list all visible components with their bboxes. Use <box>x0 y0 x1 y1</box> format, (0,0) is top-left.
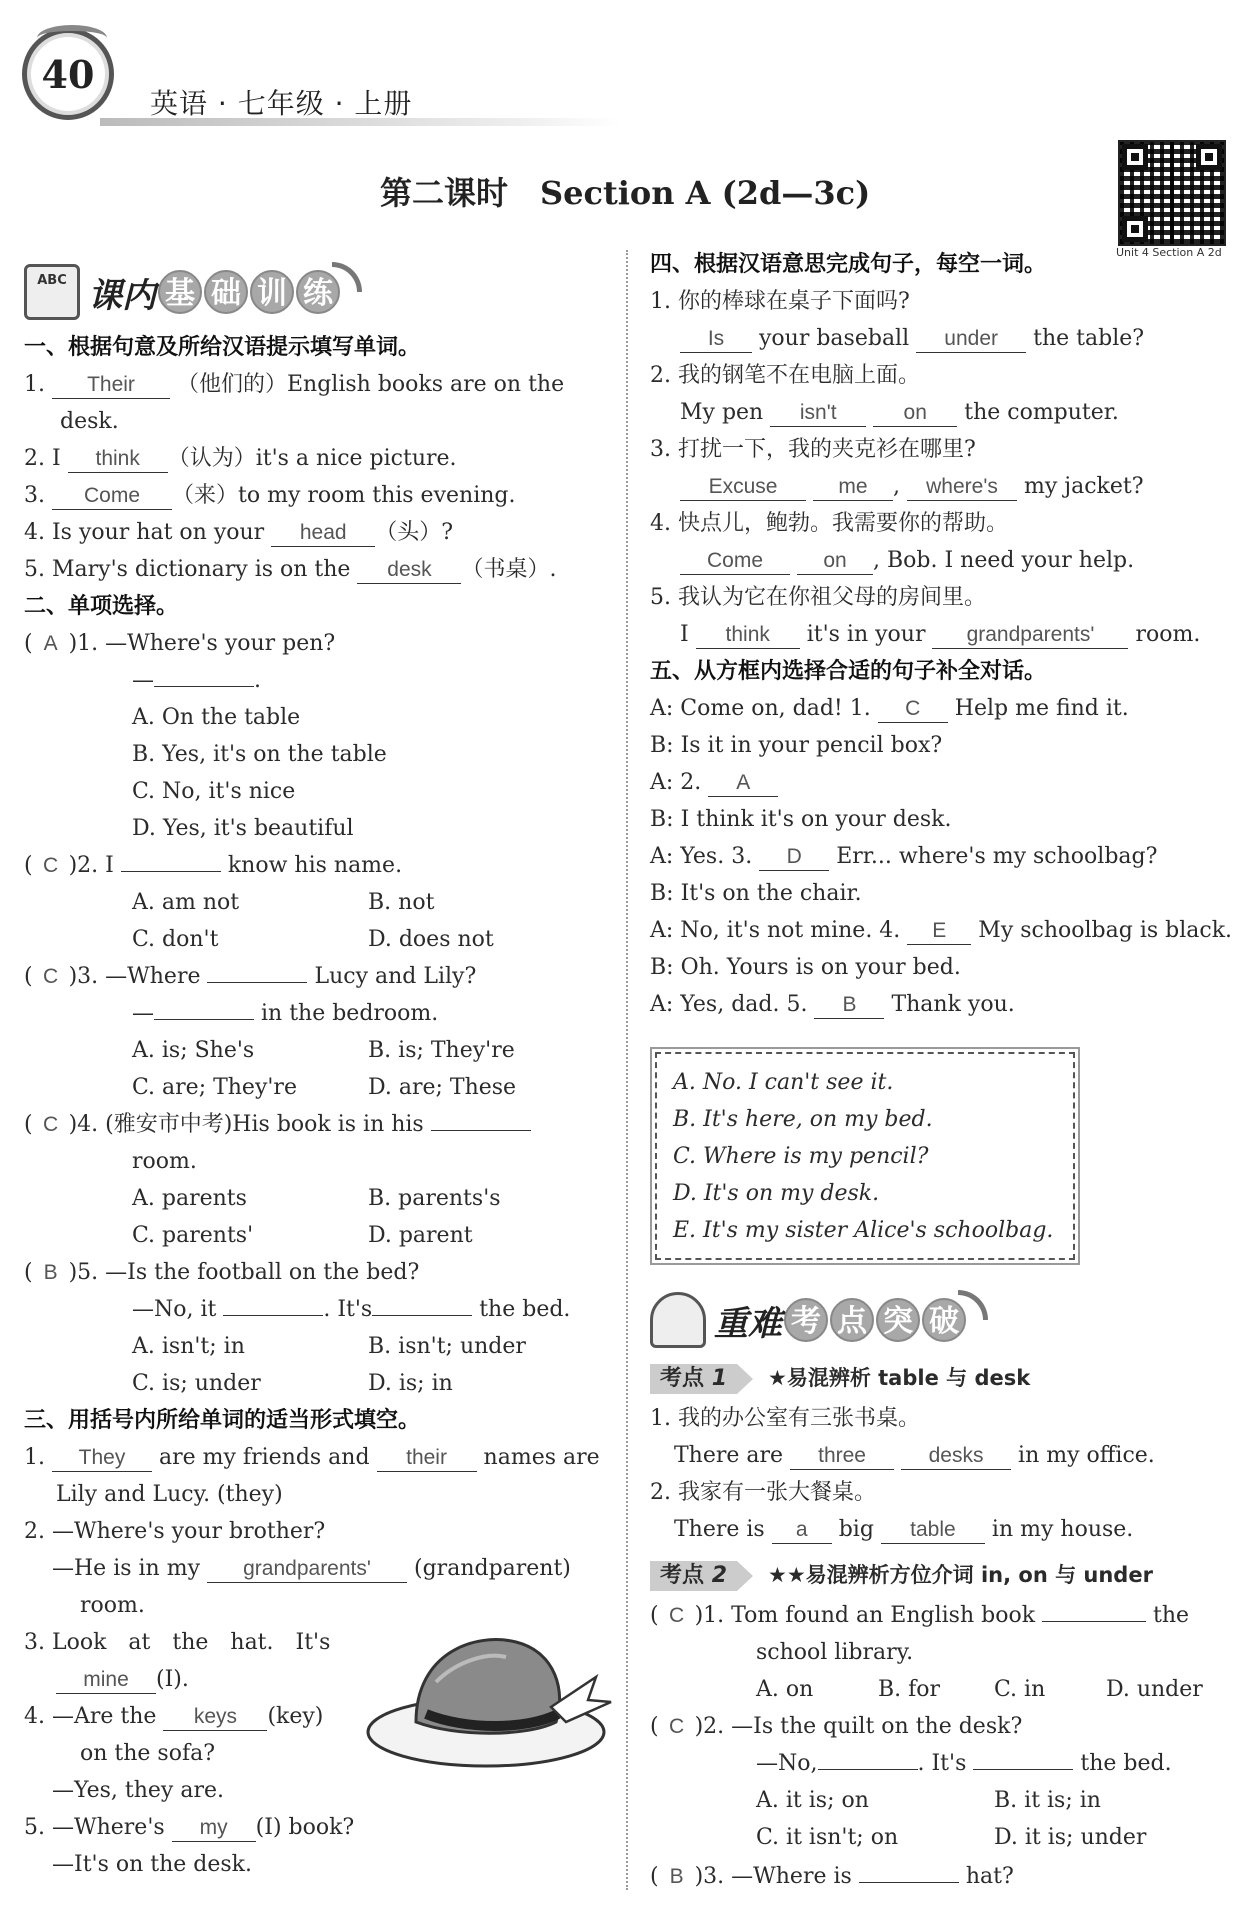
answer-blank[interactable]: desks <box>901 1443 1011 1470</box>
s3-q4-reply: —Yes, they are. <box>52 1778 225 1803</box>
option: A. on <box>756 1677 814 1702</box>
answer-blank[interactable] <box>973 1769 1073 1770</box>
choice-answer: C <box>42 854 59 877</box>
answer-blank[interactable] <box>431 1130 531 1131</box>
answer-blank[interactable]: a <box>772 1517 832 1544</box>
option: B. Yes, it's on the table <box>132 742 387 767</box>
option: A. isn't; in <box>132 1334 245 1359</box>
s3-q3-answer: mine (I). <box>56 1665 189 1695</box>
s1-q5: 5. Mary's dictionary is on the desk （书桌）. <box>24 557 557 582</box>
qr-code[interactable] <box>1118 140 1226 246</box>
s2-q4-cont: room. <box>132 1149 197 1174</box>
option: D. it is; under <box>994 1825 1147 1850</box>
banner-pill: 基 <box>158 270 202 314</box>
book-title: 英语 · 七年级 · 上册 <box>150 87 413 120</box>
s3-q2-line1: 2. —Where's your brother? <box>24 1519 326 1544</box>
answer-blank[interactable]: D <box>759 844 829 871</box>
kd2-heading: 考点 2 ★★易混辨析方位介词 in, on 与 under <box>650 1560 1153 1590</box>
s3-q5: 5. —Where's my (I) book? <box>24 1815 355 1840</box>
lesson-title: 第二课时 Section A (2d—3c) <box>380 174 871 212</box>
option: C. No, it's nice <box>132 779 296 804</box>
page-number: 40 <box>41 51 95 97</box>
kd-tag: 考点 2 <box>650 1561 737 1591</box>
dialogue-line: B: Is it in your pencil box? <box>650 733 943 758</box>
answer-blank[interactable]: table <box>881 1517 985 1544</box>
answer-blank[interactable]: E <box>907 918 971 945</box>
dialogue-line: A: 2. A <box>650 768 778 798</box>
kd1-q2: There is a big table in my house. <box>674 1517 1134 1542</box>
box-option: B. It's here, on my bed. <box>673 1107 933 1132</box>
s3-q4: 4. —Are the keys (key) <box>24 1704 324 1729</box>
dialogue-line: B: Oh. Yours is on your bed. <box>650 955 961 980</box>
options-box <box>655 1052 1075 1260</box>
option: B. isn't; under <box>368 1334 526 1359</box>
answer-blank[interactable] <box>859 1882 959 1883</box>
choice-answer: B <box>43 1261 58 1284</box>
s3-q2: —He is in my grandparents' (grandparent) <box>52 1556 571 1581</box>
s4-q4-cn: 4. 快点儿，鲍勃。我需要你的帮助。 <box>650 511 1008 536</box>
answer-blank[interactable]: where's <box>907 474 1017 501</box>
kd1-q2-cn: 2. 我家有一张大餐桌。 <box>650 1480 876 1505</box>
option: D. does not <box>368 927 494 952</box>
option: C. in <box>994 1677 1046 1702</box>
kd-tag: 考点 1 <box>650 1364 737 1394</box>
box-option: E. It's my sister Alice's schoolbag. <box>673 1218 1054 1243</box>
s1-q3: 3. Come （来）to my room this evening. <box>24 483 516 508</box>
answer-blank[interactable] <box>121 871 221 872</box>
s4-q5: I think it's in your grandparents' room. <box>680 622 1201 647</box>
dialogue-line: B: I think it's on your desk. <box>650 807 952 832</box>
answer-blank[interactable]: desk <box>357 557 461 584</box>
box-option: C. Where is my pencil? <box>673 1144 929 1169</box>
option: A. is; She's <box>132 1038 255 1063</box>
option: C. don't <box>132 927 219 952</box>
answer-blank[interactable]: A <box>708 770 778 797</box>
banner-main-text: 重难 <box>714 1303 782 1344</box>
answer-blank[interactable] <box>372 1315 472 1316</box>
page-number-badge <box>22 28 114 120</box>
answer-blank[interactable]: on <box>873 400 957 427</box>
banner-pill: 训 <box>250 270 294 314</box>
answer-blank[interactable]: Come <box>52 483 172 510</box>
answer-blank[interactable]: three <box>790 1443 894 1470</box>
s1-q1: 1. Their （他们的）English books are on the <box>24 372 565 397</box>
option: A. am not <box>132 890 240 915</box>
section-1-heading: 一、根据句意及所给汉语提示填写单词。 <box>24 335 421 360</box>
banner-pill: 破 <box>922 1298 966 1342</box>
answer-blank[interactable]: head <box>271 520 375 547</box>
option: C. parents' <box>132 1223 254 1248</box>
option: D. parent <box>368 1223 473 1248</box>
qr-caption: Unit 4 Section A 2d <box>1116 246 1222 259</box>
answer-blank[interactable]: Excuse <box>680 474 806 501</box>
choice-answer: C <box>42 965 59 988</box>
choice-answer: B <box>669 1865 684 1888</box>
answer-blank[interactable]: grandparents' <box>932 622 1128 649</box>
answer-blank[interactable] <box>1042 1621 1146 1622</box>
s4-q2-cn: 2. 我的钢笔不在电脑上面。 <box>650 363 920 388</box>
dialogue-line: A: Yes, dad. 5. B Thank you. <box>650 992 1015 1017</box>
s4-q2: My pen isn't on the computer. <box>680 400 1119 425</box>
option: A. On the table <box>132 705 301 730</box>
section-banner-key-points <box>650 1290 988 1350</box>
s2-q5-line2: —No, it . It's the bed. <box>132 1297 571 1322</box>
s3-q4-cont: on the sofa? <box>80 1741 216 1766</box>
option: D. are; These <box>368 1075 517 1100</box>
kd1-heading: 考点 1 ★易混辨析 table 与 desk <box>650 1363 1030 1393</box>
swoosh-icon <box>332 262 362 292</box>
swoosh-icon <box>958 1290 988 1320</box>
choice-answer: C <box>42 1113 59 1136</box>
kd2-q2-line2: —No, . It's the bed. <box>756 1751 1172 1776</box>
kd2-q1-cont: school library. <box>756 1640 914 1665</box>
option: B. not <box>368 890 435 915</box>
column-divider <box>626 250 628 1890</box>
answer-blank[interactable] <box>207 982 307 983</box>
s1-q4: 4. Is your hat on your head （头）? <box>24 520 453 545</box>
banner-pill: 点 <box>830 1298 874 1342</box>
answer-blank[interactable] <box>154 686 254 687</box>
banner-pill: 突 <box>876 1298 920 1342</box>
s4-q5-cn: 5. 我认为它在你祖父母的房间里。 <box>650 585 986 610</box>
answer-blank[interactable]: their <box>377 1445 477 1472</box>
answer-blank[interactable]: Is <box>680 326 752 353</box>
option: A. parents <box>132 1186 247 1211</box>
dialogue-line: B: It's on the chair. <box>650 881 862 906</box>
answer-blank[interactable]: my <box>172 1815 256 1842</box>
answer-blank[interactable]: under <box>916 326 1026 353</box>
s2-q3-line2: — in the bedroom. <box>132 1001 439 1026</box>
option: A. it is; on <box>756 1788 869 1813</box>
answer-blank[interactable]: C <box>878 696 948 723</box>
choice-answer: A <box>43 632 58 655</box>
s2-q5-stem: ( B )5. —Is the football on the bed? <box>24 1258 419 1288</box>
answer-blank[interactable]: think <box>68 446 168 473</box>
dialogue-line: A: No, it's not mine. 4. E My schoolbag is black. <box>650 918 1233 943</box>
option: D. under <box>1106 1677 1203 1702</box>
box-option: D. It's on my desk. <box>673 1181 880 1206</box>
banner-pill: 考 <box>784 1298 828 1342</box>
kd1-q1: There are three desks in my office. <box>674 1443 1155 1468</box>
s2-q1-line2: — . <box>132 668 261 693</box>
s4-q3-cn: 3. 打扰一下，我的夹克衫在哪里? <box>650 437 976 462</box>
s4-q3: Excuse me , where's my jacket? <box>680 472 1144 502</box>
s3-q3: 3. Look at the hat. It's <box>24 1630 331 1655</box>
kd2-q1-stem: ( C )1. Tom found an English book the <box>650 1601 1189 1631</box>
s2-q4-stem: ( C )4. (雅安市中考)His book is in his <box>24 1110 531 1140</box>
option: B. for <box>878 1677 941 1702</box>
dialogue-line: A: Yes. 3. D Err... where's my schoolbag? <box>650 844 1158 869</box>
s4-q1-cn: 1. 你的棒球在桌子下面吗? <box>650 289 910 314</box>
s4-q4: Come on , Bob. I need your help. <box>680 546 1134 576</box>
choice-answer: C <box>668 1604 685 1627</box>
kd2-q3-stem: ( B )3. —Where is hat? <box>650 1862 1014 1892</box>
answer-blank[interactable] <box>818 1769 918 1770</box>
s3-q1-cont: Lily and Lucy. (they) <box>56 1482 283 1507</box>
kd2-q2-stem: ( C )2. —Is the quilt on the desk? <box>650 1712 1022 1742</box>
s2-q1-stem: ( A )1. —Where's your pen? <box>24 629 335 659</box>
abc-book-icon: ABC <box>24 264 80 320</box>
answer-blank[interactable] <box>223 1315 323 1316</box>
box-option: A. No. I can't see it. <box>673 1070 894 1095</box>
answer-blank[interactable] <box>154 1019 254 1020</box>
answer-blank[interactable]: think <box>696 622 800 649</box>
s1-q2: 2. I think （认为）it's a nice picture. <box>24 446 457 471</box>
s1-q1-cont: desk. <box>60 409 119 434</box>
s2-q3-stem: ( C )3. —Where Lucy and Lily? <box>24 962 476 992</box>
option: B. it is; in <box>994 1788 1101 1813</box>
option: C. are; They're <box>132 1075 297 1100</box>
option: B. is; They're <box>368 1038 515 1063</box>
hat-illustration <box>366 1622 616 1772</box>
banner-pill: 础 <box>204 270 248 314</box>
answer-blank[interactable]: B <box>814 992 884 1019</box>
section-banner-basic-training <box>24 262 362 322</box>
answer-blank[interactable]: me <box>813 474 893 501</box>
choice-answer: C <box>668 1715 685 1738</box>
section-2-heading: 二、单项选择。 <box>24 594 179 619</box>
answer-blank[interactable]: on <box>797 548 873 575</box>
option: D. Yes, it's beautiful <box>132 816 354 841</box>
kd1-q1-cn: 1. 我的办公室有三张书桌。 <box>650 1406 920 1431</box>
s3-q2-cont: room. <box>80 1593 145 1618</box>
option: C. it isn't; on <box>756 1825 899 1850</box>
s2-q2-stem: ( C )2. I know his name. <box>24 851 402 881</box>
s3-q1: 1. They are my friends and their names are <box>24 1445 600 1470</box>
answer-blank[interactable]: Their <box>52 372 170 399</box>
option: C. is; under <box>132 1371 261 1396</box>
s3-q5-reply: —It's on the desk. <box>52 1852 253 1877</box>
s4-q1: Is your baseball under the table? <box>680 324 1144 354</box>
answer-blank[interactable]: isn't <box>770 400 866 427</box>
section-5-heading: 五、从方框内选择合适的句子补全对话。 <box>650 659 1047 684</box>
answer-blank[interactable]: keys <box>163 1704 267 1731</box>
banner-main-text: 课内 <box>88 275 156 316</box>
banner-pill: 练 <box>296 270 340 314</box>
option: B. parents's <box>368 1186 501 1211</box>
dialogue-line: A: Come on, dad! 1. C Help me find it. <box>650 696 1129 721</box>
answer-blank[interactable]: grandparents' <box>207 1556 407 1583</box>
section-3-heading: 三、用括号内所给单词的适当形式填空。 <box>24 1408 421 1433</box>
lamp-icon <box>650 1292 706 1348</box>
option: D. is; in <box>368 1371 453 1396</box>
answer-blank[interactable]: mine <box>56 1667 156 1694</box>
answer-blank[interactable]: Come <box>680 548 790 575</box>
answer-blank[interactable]: They <box>52 1445 152 1472</box>
section-4-heading: 四、根据汉语意思完成句子，每空一词。 <box>650 252 1047 277</box>
